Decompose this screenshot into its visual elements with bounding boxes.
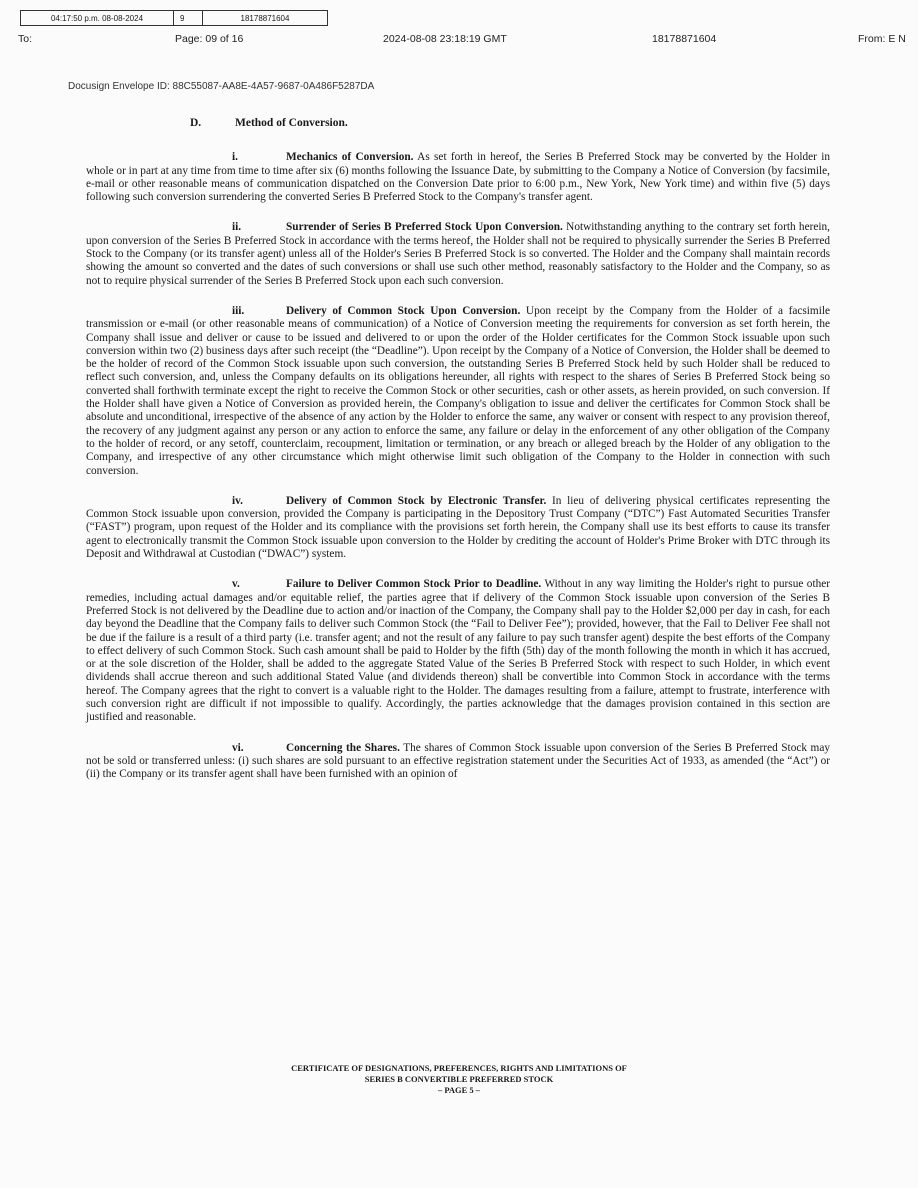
paragraph-text: Notwithstanding anything to the contrary set forth herein, upon conversion of the Series B Preferred Stock in accordance with the terms hereof, the Holder shall not be required to physically surrender the Series B Preferred Stock to the Company (or its transfer agent) unless all of the Holder's Series B Preferred Stock is so converted. The Holder and the Company shall maintain records showing the amount so converted and the dates of such conversions or shall use such other method, reasonably satisfactory to the Holder and the Company, so as not to require physical surrender of the Series B Preferred Stock upon each such conversion. <box>86 221 830 287</box>
fax-time: 04:17:50 p.m. 08-08-2024 <box>21 11 174 25</box>
header-page: Page: 09 of 16 <box>175 33 244 45</box>
paragraph-title: Surrender of Series B Preferred Stock Upon Conversion. <box>286 221 563 234</box>
paragraph-number: vi. <box>232 741 244 754</box>
paragraph-text: Without in any way limiting the Holder's right to pursue other remedies, including actual damages and/or equitable relief, the parties agree that if delivery of the Common Stock issuable upon conversion of the Series B Preferred Stock is not delivered by the Deadline due to action and/or inaction of the Company, the Company shall pay to the Holder $2,000 per day in cash, for each day beyond the Deadline that the Company fails to deliver such Common Stock (the “Fail to Deliver Fee”); provided, however, that the Fail to Deliver Fee shall not be due if the failure is a result of a third party (i.e. transfer agent; and not the result of any failure to pay such transfer agent) despite the best efforts of the Company to effect delivery of such Common Stock. Such cash amount shall be paid to Holder by the fifth (5th) day of the month following the month in which it has accrued, or at the sole discretion of the Holder, shall be added to the aggregate Stated Value of the Series B Preferred Stock with respect to such Holder, in which event dividends shall accrue thereon and such additional Stated Value (and dividends thereon) shall be convertible into Common Stock in accordance with the terms hereof. The Company agrees that the right to convert is a valuable right to the Holder. The damages resulting from a failure, attempt to frustrate, interference with such conversion right are difficult if not impossible to qualify. Accordingly, the parties acknowledge that the damages provision contained in this section are justified and reasonable. <box>86 578 831 724</box>
paragraph-text: As set forth in hereof, the Series B Preferred Stock may be converted by the Holder in whole or in part at any time from time to time after six (6) months following the Issuance Date, by submitting to the Company a Notice of Conversion (by facsimile, e-mail or other reasonable means of communication dispatched on the Conversion Date prior to 6:00 p.m., New York, New York time) and within five (5) days following such conversion surrendering the converted Series B Preferred Stock to the Company's transfer agent. <box>86 151 830 204</box>
paragraph-title: Mechanics of Conversion. <box>286 151 414 164</box>
paragraph-title: Concerning the Shares. <box>286 741 400 754</box>
footer-page-number: – PAGE 5 – <box>437 1085 481 1095</box>
paragraph-title: Delivery of Common Stock by Electronic Transfer. <box>286 494 547 507</box>
paragraph-title: Failure to Deliver Common Stock Prior to Deadline. <box>286 578 542 591</box>
fax-page: 9 <box>174 11 203 25</box>
paragraph-number: iv. <box>232 494 243 507</box>
paragraph-number: iii. <box>232 304 245 317</box>
paragraph-ii <box>86 221 830 287</box>
footer-line-2: SERIES B CONVERTIBLE PREFERRED STOCK <box>364 1074 554 1084</box>
document-body <box>86 117 830 798</box>
header-datetime: 2024-08-08 23:18:19 GMT <box>383 33 507 45</box>
paragraph-number: ii. <box>232 221 242 234</box>
envelope-id: Docusign Envelope ID: 88C55087-AA8E-4A57-9687-0A486F5287DA <box>68 81 375 92</box>
paragraph-text: Upon receipt by the Company from the Holder of a facsimile transmission or e-mail (or other reasonable means of communication) of a Notice of Conversion meeting the requirements for conversion as set forth herein, the Company shall issue and deliver or cause to be issued and delivered to or upon the order of the Holder certificates for the Common Stock issuable upon such conversion within two (2) business days after such receipt (the “Deadline”). Upon receipt by the Company of a Notice of Conversion, the Holder shall be deemed to be the holder of record of the Common Stock issuable upon such conversion, the outstanding Series B Preferred Stock held by such Holder shall be reduced to reflect such conversion, and, unless the Company defaults on its obligations hereunder, all rights with respect to the shares of Series B Preferred Stock being so converted shall forthwith terminate except the right to receive the Common Stock or other securities, cash or other assets, as herein provided, on such conversion. If the Holder shall have given a Notice of Conversion as provided herein, the Company's obligation to issue and deliver the certificates for Common Stock shall be absolute and unconditional, irrespective of the absence of any action by the Holder to enforce the same, any waiver or consent with respect to any provision thereof, the recovery of any judgment against any person or any action to enforce the same, any failure or delay in the enforcement of any other obligation of the Company to the holder of record, or any setoff, counterclaim, recoupment, limitation or termination, or any breach or alleged breach by the Holder of any obligation to the Company, and irrespective of any other circumstance which might otherwise limit such obligation of the Company to the Holder in connection with such conversion. <box>86 304 830 477</box>
paragraph-text: The shares of Common Stock issuable upon conversion of the Series B Preferred Stock may not be sold or transferred unless: (i) such shares are sold pursuant to an effective registration statement under the Securities Act of 1933, as amended (the “Act”) or (ii) the Company or its transfer agent shall have been furnished with an opinion of <box>86 741 831 781</box>
header-number: 18178871604 <box>652 33 717 45</box>
footer-line-1: CERTIFICATE OF DESIGNATIONS, PREFERENCES, RIGHTS AND LIMITATIONS OF <box>291 1063 627 1073</box>
paragraph-iv <box>86 495 830 561</box>
section-title: Method of Conversion. <box>235 117 348 129</box>
paragraph-vi <box>86 742 830 782</box>
header-from: From: E N <box>858 33 906 45</box>
section-letter: D. <box>190 117 202 129</box>
paragraph-iii <box>86 305 830 478</box>
page-footer <box>0 1063 918 1096</box>
fax-number: 18178871604 <box>240 13 290 23</box>
paragraph-v <box>86 578 830 724</box>
paragraph-text: In lieu of delivering physical certificates representing the Common Stock issuable upon conversion, provided the Company is participating in the Depository Trust Company (“DTC”) Fast Automated Securities Transfer (“FAST”) program, upon request of the Holder and its compliance with the provisions set forth herein, the Company shall use its best efforts to cause its transfer agent to electronically transmit the Common Stock issuable upon conversion to the Holder by crediting the account of Holder's Prime Broker with DTC through its Deposit and Withdrawal at Custodian (“DWAC”) system. <box>86 494 830 561</box>
fax-stamp <box>20 10 328 26</box>
paragraph-i <box>86 151 830 204</box>
section-heading <box>190 117 830 130</box>
paragraph-title: Delivery of Common Stock Upon Conversion. <box>286 304 521 317</box>
header-to: To: <box>18 33 33 45</box>
paragraph-number: i. <box>232 151 238 164</box>
paragraph-number: v. <box>232 578 240 591</box>
